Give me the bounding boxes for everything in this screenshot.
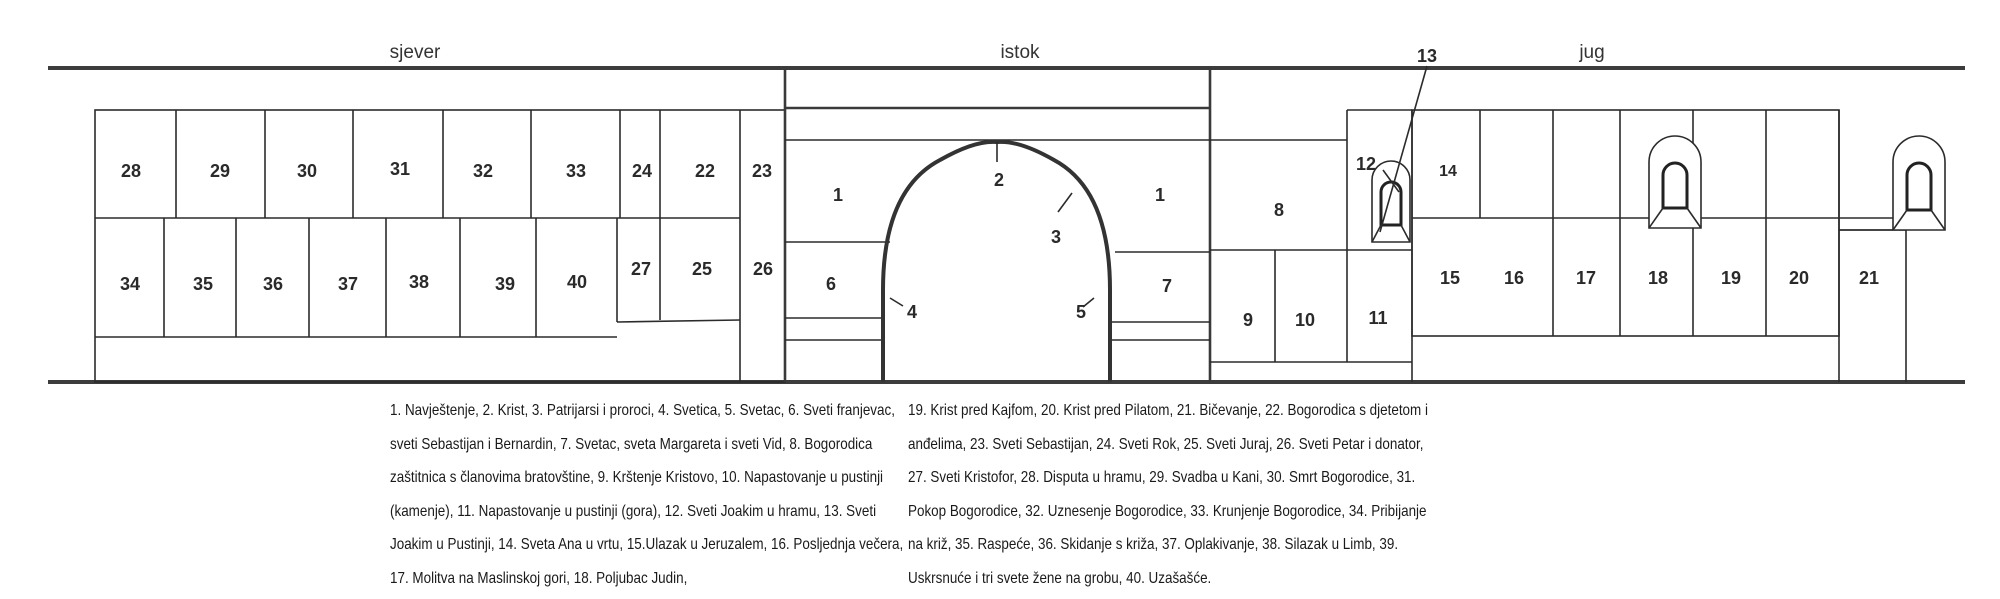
north-wall [95, 110, 785, 382]
panel-label-29: 29 [209, 161, 231, 181]
legend-line: anđelima, 23. Sveti Sebastijan, 24. Sveti Rok, 25. Sveti Juraj, 26. Sveti Petar i donator, [908, 435, 1424, 453]
panel-label-20: 20 [1788, 268, 1810, 288]
legend-line: na križ, 35. Raspeće, 36. Skidanje s križa, 37. Oplakivanje, 38. Silazak u Limb, 39. [908, 536, 1399, 553]
panel-label-9: 9 [1242, 310, 1254, 330]
window-niche-12 [1372, 161, 1410, 242]
panel-label-13: 13 [1416, 46, 1438, 66]
panel-label-1-left: 1 [832, 185, 844, 205]
panel-label-8: 8 [1273, 200, 1285, 220]
direction-north: sjever [389, 42, 441, 63]
panel-label-7: 7 [1161, 276, 1173, 296]
panel-label-40: 40 [566, 272, 588, 292]
panel-label-5: 5 [1075, 302, 1087, 322]
panel-label-19: 19 [1720, 268, 1742, 288]
direction-east: istok [1000, 42, 1040, 63]
panel-label-38: 38 [408, 272, 430, 292]
panel-label-16: 16 [1503, 268, 1525, 288]
panel-label-30: 30 [296, 161, 318, 181]
panel-label-1-right: 1 [1154, 185, 1166, 205]
panel-label-15: 15 [1439, 268, 1461, 288]
direction-south: jug [1579, 42, 1605, 63]
legend-left [390, 394, 903, 595]
panel-label-32: 32 [472, 161, 494, 181]
panel-label-2: 2 [993, 170, 1005, 190]
panel-label-6: 6 [825, 274, 837, 294]
panel-label-12: 12 [1355, 154, 1377, 174]
panel-label-10: 10 [1294, 310, 1316, 330]
panel-label-23: 23 [751, 161, 773, 181]
panel-label-34: 34 [119, 274, 141, 294]
panel-label-21: 21 [1858, 268, 1880, 288]
legend-line: Joakim u Pustinji, 14. Sveta Ana u vrtu, 15.Ulazak u Jeruzalem, 16. Posljednja večera, [390, 536, 904, 553]
panel-label-25: 25 [691, 259, 713, 279]
window-niche-18 [1649, 136, 1701, 228]
panel-label-4: 4 [906, 302, 918, 322]
south-wall [1210, 66, 1945, 382]
legend-line: 27. Sveti Kristofor, 28. Disputa u hramu, 29. Svadba u Kani, 30. Smrt Bogorodice, 31. [908, 469, 1416, 486]
panel-label-39: 39 [494, 274, 516, 294]
legend-right [908, 394, 1428, 595]
panel-label-14: 14 [1439, 163, 1457, 180]
legend-line: zaštitnica s članovima bratovštine, 9. Krštenje Kristovo, 10. Napastovanje u pustinji [390, 469, 884, 486]
panel-label-31: 31 [389, 159, 411, 179]
panel-label-24: 24 [631, 161, 653, 181]
legend-line: (kamenje), 11. Napastovanje u pustinji (gora), 12. Sveti Joakim u hramu, 13. Sveti [390, 502, 877, 520]
panel-label-3: 3 [1050, 227, 1062, 247]
panel-label-36: 36 [262, 274, 284, 294]
east-wall [785, 68, 1210, 382]
panel-label-18: 18 [1647, 268, 1669, 288]
legend-line: 19. Krist pred Kajfom, 20. Krist pred Pilatom, 21. Bičevanje, 22. Bogorodica s djetetom i [908, 402, 1428, 419]
panel-label-35: 35 [192, 274, 214, 294]
legend-line: 1. Navještenje, 2. Krist, 3. Patrijarsi i proroci, 4. Svetica, 5. Svetac, 6. Sveti franjevac, [390, 402, 895, 419]
panel-label-28: 28 [120, 161, 142, 181]
panel-label-26: 26 [752, 259, 774, 279]
legend-line: sveti Sebastijan i Bernardin, 7. Svetac, sveta Margareta i sveti Vid, 8. Bogorodica [390, 435, 873, 453]
panel-label-22: 22 [694, 161, 716, 181]
panel-label-37: 37 [337, 274, 359, 294]
panel-label-33: 33 [565, 161, 587, 181]
panel-label-17: 17 [1575, 268, 1597, 288]
legend-line: Pokop Bogorodice, 32. Uznesenje Bogorodice, 33. Krunjenje Bogorodice, 34. Pribijanje [908, 502, 1427, 520]
panel-label-27: 27 [630, 259, 652, 279]
legend-line: Uskrsnuće i tri svete žene na grobu, 40. Uzašašće. [908, 569, 1212, 587]
panel-label-11: 11 [1368, 308, 1388, 328]
window-niche-21 [1893, 136, 1945, 230]
legend-line: 17. Molitva na Maslinskoj gori, 18. Poljubac Judin, [390, 569, 688, 587]
